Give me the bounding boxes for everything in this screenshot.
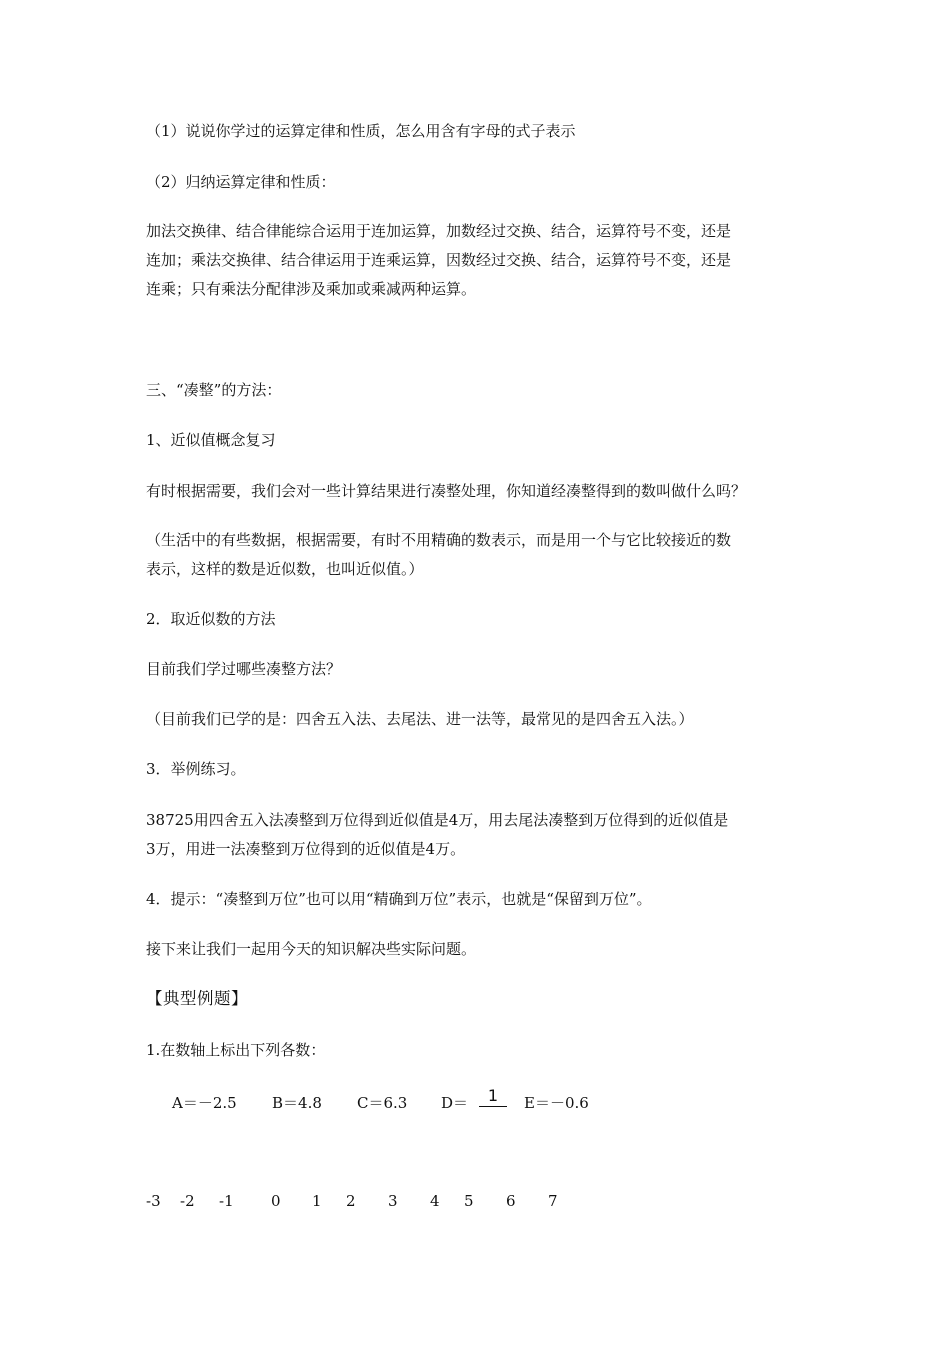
section-heading-rounding: 三、“凑整”的方法： (146, 381, 282, 399)
text-line-q1: （1）说说你学过的运算定律和性质，怎么用含有字母的式子表示 (146, 122, 576, 140)
text-line-transition: 接下来让我们一起用今天的知识解决些实际问题。 (146, 940, 477, 958)
subheading-approx-concept: 1、近似值概念复习 (146, 431, 276, 449)
text-line-methods-answer: （目前我们已学的是：四舍五入法、去尾法、进一法等，最常见的是四舍五入法。） (146, 710, 694, 728)
axis-label: -3 (146, 1192, 161, 1210)
value-a: A＝－2.5 (172, 1094, 237, 1112)
text-line-example-2: 3万，用进一法凑整到万位得到的近似值是4万。 (146, 840, 466, 858)
typical-examples-heading: 【典型例题】 (146, 989, 248, 1008)
text-line-hint: 4．提示：“凑整到万位”也可以用“精确到万位”表示，也就是“保留到万位”。 (146, 890, 652, 908)
axis-label: 4 (430, 1192, 440, 1210)
value-d-fraction (476, 1088, 510, 1107)
text-line-question: 有时根据需要，我们会对一些计算结果进行凑整处理，你知道经凑整得到的数叫做什么吗？ (146, 482, 747, 500)
axis-label: -1 (219, 1192, 234, 1210)
value-c: C＝6.3 (357, 1094, 408, 1112)
exercise-1-prompt: 1.在数轴上标出下列各数： (146, 1041, 326, 1059)
axis-label: -2 (180, 1192, 195, 1210)
value-e: E＝－0.6 (524, 1094, 589, 1112)
axis-label: 7 (548, 1192, 558, 1210)
axis-label: 1 (312, 1192, 322, 1210)
axis-label: 3 (388, 1192, 398, 1210)
text-line-example-1: 38725用四舍五入法凑整到万位得到近似值是4万，用去尾法凑整到万位得到的近似值是 (146, 811, 729, 829)
text-line-para1-1: 加法交换律、结合律能综合运用于连加运算，加数经过交换、结合，运算符号不变，还是 (146, 222, 732, 240)
text-line-q2: （2）归纳运算定律和性质： (146, 173, 336, 191)
text-line-answer-2: 表示，这样的数是近似数，也叫近似值。） (146, 560, 424, 578)
fraction-numerator: 1 (487, 1086, 499, 1105)
text-line-para1-3: 连乘；只有乘法分配律涉及乘加或乘减两种运算。 (146, 280, 477, 298)
number-values-row (0, 1088, 950, 1128)
value-b: B＝4.8 (272, 1094, 322, 1112)
fraction-bar (479, 1106, 507, 1107)
text-line-answer-1: （生活中的有些数据，根据需要，有时不用精确的数表示，而是用一个与它比较接近的数 (146, 531, 732, 549)
axis-label: 6 (506, 1192, 516, 1210)
axis-label: 2 (346, 1192, 356, 1210)
subheading-approx-methods: 2．取近似数的方法 (146, 610, 276, 628)
text-line-para1-2: 连加；乘法交换律、结合律运用于连乘运算，因数经过交换、结合，运算符号不变，还是 (146, 251, 732, 269)
value-d-label: D＝ (441, 1094, 469, 1112)
number-line-labels (0, 1192, 950, 1216)
text-line-methods-question: 目前我们学过哪些凑整方法？ (146, 660, 342, 678)
axis-label: 5 (464, 1192, 474, 1210)
subheading-examples: 3．举例练习。 (146, 760, 246, 778)
axis-label: 0 (271, 1192, 281, 1210)
